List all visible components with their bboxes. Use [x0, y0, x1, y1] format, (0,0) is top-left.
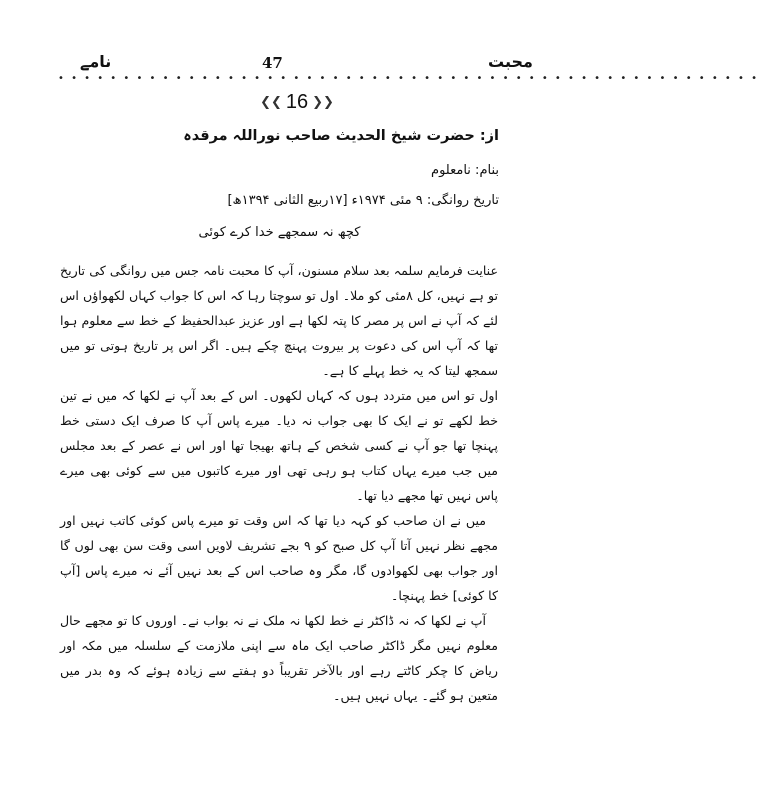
- letter-number-badge: [260, 89, 334, 115]
- paragraph-1: عنایت فرمایم سلمہ بعد سلام مسنون، آپ کا محبت نامہ جس میں روانگی کی تاریخ تو ہے نہیں، کل ۸مئی کو ملا۔ اول تو سوچتا رہا کہ اس کا جواب کہاں لکھواؤں اس لئے کہ آپ نے اس پر مصر کا پتہ لکھا ہے اور عزیز عبدالحفیظ کے خط سے معلوم ہوا تھا کہ آپ اس کی دعوت پر بیروت پہنچ چکے ہیں۔ اگر اس پر تاریخ ہوتی تو میں سمجھ لیتا کہ یہ خط پہلے کا ہے۔: [60, 263, 498, 378]
- dotted-divider: • • • • • • • • • • • • • • • • • • • • • • • • • • • • • • • • • • • • • • • • • • • • • • • • • • • • • •: [58, 73, 759, 84]
- ornament-left-icon: ❮❮: [260, 94, 282, 110]
- paragraph-2: اول تو اس میں متردد ہوں کہ کہاں لکھوں۔ اس کے بعد آپ نے لکھا کہ میں نے تین خط لکھے تو نے ایک کا بھی جواب نہ دیا۔ میرے پاس آپ کا صرف ایک دستی خط پہنچا تھا جو آپ نے کسی شخص کے ہاتھ بھیجا تھا اور اس نے عصر کے بعد مجلس میں جب میرے یہاں کتاب ہو رہی تھی اور میرے کاتبوں میں سے کوئی بھی میرے پاس نہیں تھا مجھے دیا تھا۔: [60, 388, 498, 503]
- letter-date: تاریخ روانگی: ۹ مئی ۱۹۷۴ء [۱۷ربیع الثانی ۱۳۹۴ھ]: [227, 193, 499, 208]
- letter-body: [60, 258, 498, 708]
- ornament-right-icon: ❯❯: [312, 94, 334, 110]
- letter-motto: کچھ نہ سمجھے خدا کرے کوئی: [198, 225, 361, 240]
- letter-from: از: حضرت شیخ الحدیث صاحب نوراللہ مرقدہ: [183, 128, 499, 144]
- page-number: 47: [262, 54, 283, 72]
- header-left-word: نامے: [80, 52, 112, 71]
- paragraph-4: آپ نے لکھا کہ نہ ڈاکٹر نے خط لکھا نہ ملک نے نہ بواب نے۔ اوروں کا تو مجھے حال معلوم نہیں مگر ڈاکٹر صاحب ایک ماہ سے اپنی ملازمت کے سلسلہ میں مکہ اور ریاض کا چکر کاٹتے رہے اور بالآخر تقریباً دو ہفتے سے زیادہ ہوئے کہ وہ بدر میں متعین ہو گئے۔ یہاں نہیں ہیں۔: [60, 613, 498, 703]
- header-right-word: محبت: [488, 52, 533, 71]
- letter-number: 16: [285, 90, 309, 113]
- paragraph-3: میں نے ان صاحب کو کہہ دیا تھا کہ اس وقت تو میرے پاس کوئی کاتب نہیں اور مجھے نظر نہیں آتا آپ کل صبح کو ۹ بجے تشریف لاویں اسی وقت سن بھی لوں گا اور جواب بھی لکھوادوں گا، مگر وہ صاحب اس کے بعد نہیں آئے نہ میرے پاس [آپ کا کوئی] خط پہنچا۔: [60, 513, 499, 603]
- letter-to: بنام: نامعلوم: [431, 163, 499, 178]
